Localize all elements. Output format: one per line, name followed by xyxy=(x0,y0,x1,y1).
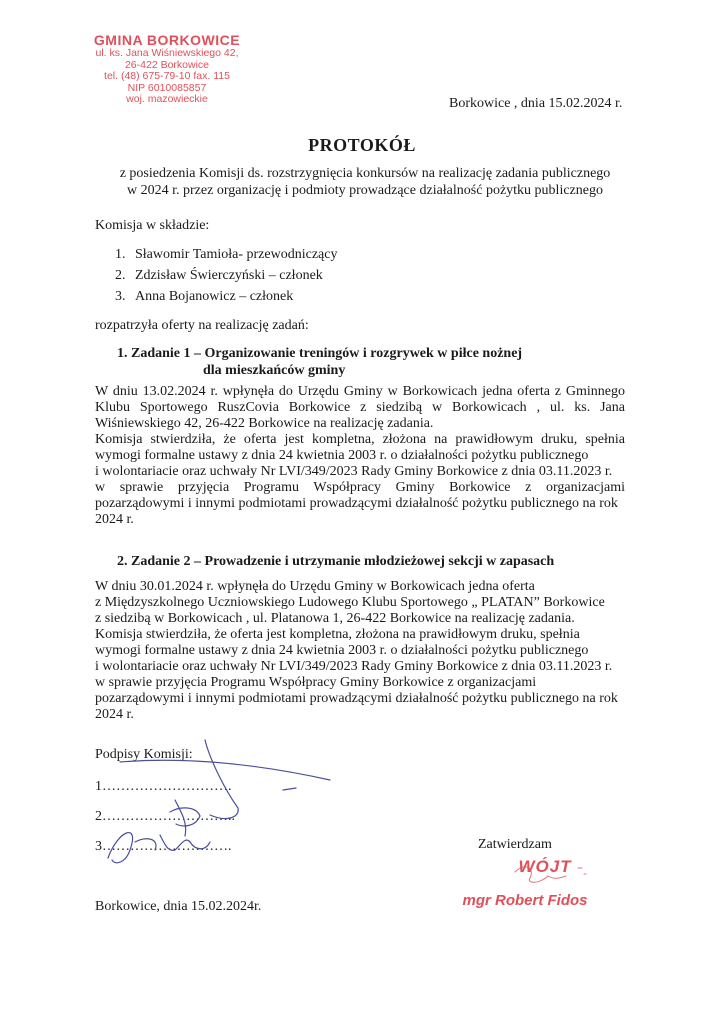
signatures-label: Podpisy Komisji: xyxy=(95,747,193,762)
member-number: 1. xyxy=(115,247,126,262)
body-line: w sprawie przyjęcia Programu Współpracy Gminy Borkowice z organizacjami xyxy=(95,675,537,690)
member-name: Sławomir Tamioła- przewodniczący xyxy=(135,247,338,262)
subtitle-line: w 2024 r. przez organizację i podmioty prowadzące działalność pożytku publicznego xyxy=(127,183,603,198)
considered-offers-text: rozpatrzyła oferty na realizację zadań: xyxy=(95,318,309,333)
mayor-stamp xyxy=(455,857,595,909)
body-line: i wolontariacie oraz uchwały Nr LVI/349/2023 Rady Gminy Borkowice z dnia 03.11.2023 r. xyxy=(95,464,613,479)
stamp-region-line: woj. mazowieckie xyxy=(126,93,208,105)
body-line: pozarządowymi i innymi podmiotami prowadzącymi działalność pożytku publicznego na rok xyxy=(95,691,618,706)
document-subtitle xyxy=(110,165,620,199)
mayor-stamp-title: WÓJT xyxy=(518,857,572,876)
signature-1-tick xyxy=(283,788,296,790)
body-line: wymogi formalne ustawy z dnia 24 kwietnia 2003 r. o działalności pożytku publicznego xyxy=(95,643,589,658)
subtitle-line: z posiedzenia Komisji ds. rozstrzygnięcia konkursów na realizację zadania publicznego xyxy=(119,166,611,181)
document-title: PROTOKÓŁ xyxy=(308,135,416,155)
stamp-nip-line: NIP 6010085857 xyxy=(127,81,207,94)
signature-lines xyxy=(95,779,235,869)
body-line: 2024 r. xyxy=(95,512,134,527)
task1-heading-line: 1. Zadanie 1 – Organizowanie treningów i rozgrywek w piłce nożnej xyxy=(117,346,523,361)
approval-label: Zatwierdzam xyxy=(478,837,552,852)
stamp-phone-line: tel. (48) 675-79-10 fax. 115 xyxy=(104,70,230,82)
footer-date: Borkowice, dnia 15.02.2024r. xyxy=(95,899,262,914)
place-date: Borkowice , dnia 15.02.2024 r. xyxy=(449,96,623,111)
body-line: W dniu 13.02.2024 r. wpłynęła do Urzędu Gminy w Borkowicach jedna oferta z Gminnego xyxy=(95,384,625,399)
body-line: pozarządowymi i innymi podmiotami prowadzącymi działalność pożytku publicznego na rok xyxy=(95,496,618,511)
member-name: Zdzisław Świerczyński – członek xyxy=(135,268,323,283)
task1-heading xyxy=(117,345,522,379)
stamp-office-name: GMINA BORKOWICE xyxy=(93,32,241,48)
body-line: Komisja stwierdziła, że oferta jest kompletna, złożona na prawidłowym druku, spełnia xyxy=(95,432,625,447)
signature-line: 2……………………….. xyxy=(95,809,235,824)
body-line: i wolontariacie oraz uchwały Nr LVI/349/2023 Rady Gminy Borkowice z dnia 03.11.2023 r. xyxy=(95,659,613,674)
task2-heading: 2. Zadanie 2 – Prowadzenie i utrzymanie młodzieżowej sekcji w zapasach xyxy=(117,554,555,569)
commission-label: Komisja w składzie: xyxy=(95,218,210,233)
body-line: Komisja stwierdziła, że oferta jest kompletna, złożona na prawidłowym druku, spełnia xyxy=(95,627,580,642)
member-item xyxy=(115,288,337,309)
body-line: W dniu 30.01.2024 r. wpłynęła do Urzędu Gminy w Borkowicach jedna oferta xyxy=(95,579,535,594)
body-line: Klubu Sportowego RuszCovia Borkowice z siedzibą w Borkowicach , ul. ks. Jana xyxy=(95,400,625,415)
body-line: w sprawie przyjęcia Programu Współpracy Gminy Borkowice z organizacjami xyxy=(95,480,625,495)
member-number: 3. xyxy=(115,289,126,304)
body-line: z Międzyszkolnego Uczniowskiego Ludowego Klubu Sportowego „ PLATAN” Borkowice xyxy=(95,595,605,610)
commission-members-list xyxy=(115,246,337,309)
body-line: wymogi formalne ustawy z dnia 24 kwietnia 2003 r. o działalności pożytku publicznego xyxy=(95,448,589,463)
task1-heading-line: dla mieszkańców gminy xyxy=(203,363,346,378)
signature-line: 3………………………. xyxy=(95,839,232,854)
body-line: 2024 r. xyxy=(95,707,134,722)
member-name: Anna Bojanowicz – członek xyxy=(135,289,294,304)
mayor-stamp-name: mgr Robert Fidos xyxy=(462,892,588,909)
member-item xyxy=(115,267,337,288)
task2-body xyxy=(95,579,625,723)
signature-line: 1………………………. xyxy=(95,779,232,794)
stamp-postal-line: 26-422 Borkowice xyxy=(124,58,210,71)
member-number: 2. xyxy=(115,268,126,283)
stamp-address-line: ul. ks. Jana Wiśniewskiego 42, xyxy=(95,47,239,59)
body-line: Wiśniewskiego 42, 26-422 Borkowice na realizację zadania. xyxy=(95,416,434,431)
task1-body xyxy=(95,384,625,528)
body-line: z siedzibą w Borkowicach , ul. Platanowa 1, 26-422 Borkowice na realizację zadania. xyxy=(95,611,575,626)
office-stamp xyxy=(72,33,262,106)
member-item xyxy=(115,246,337,267)
